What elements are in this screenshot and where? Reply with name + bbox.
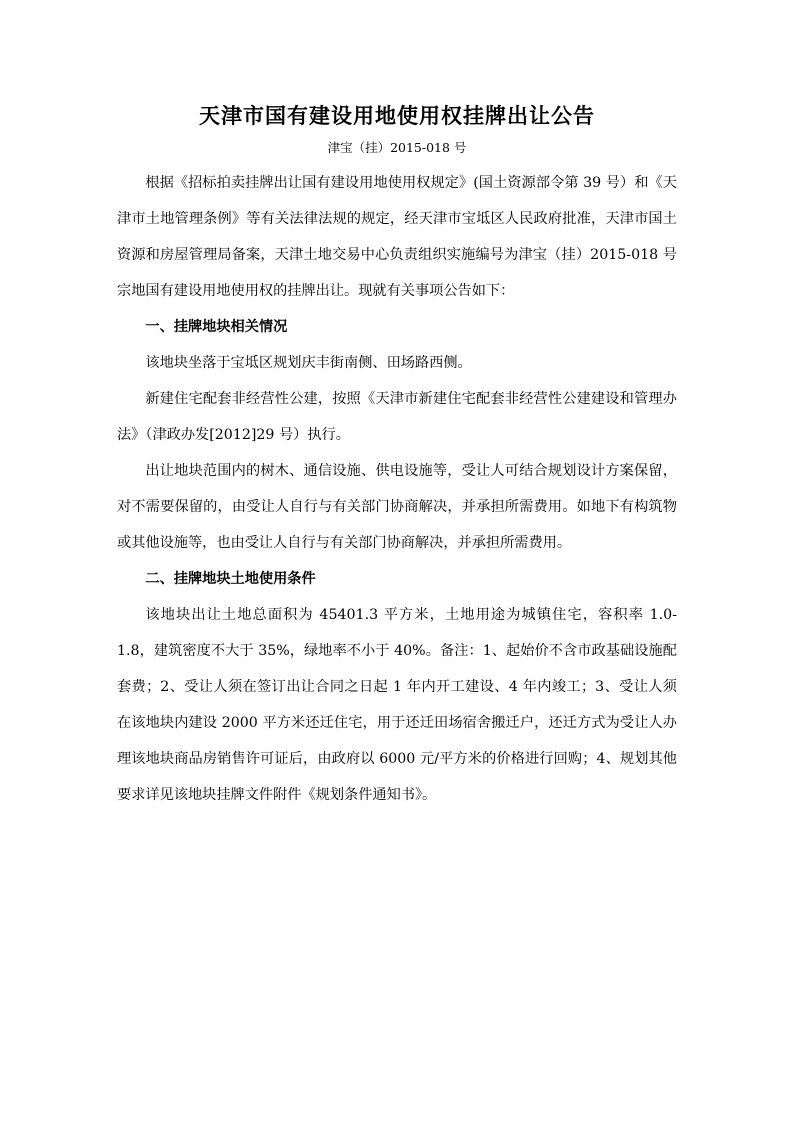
section-1-paragraph-public-facilities: 新建住宅配套非经营性公建，按照《天津市新建住宅配套非经营性公建建设和管理办法》（津政办发[2012]29 号）执行。 — [117, 391, 677, 443]
section-1-paragraph-existing-facilities: 出让地块范围内的树木、通信设施、供电设施等，受让人可结合规划设计方案保留，对不需要保留的，由受让人自行与有关部门协商解决，并承担所需费用。如地下有构筑物或其他设施等，也由受让人自行与有关部门协商解决，并承担所需费用。 — [117, 463, 677, 551]
intro-paragraph: 根据《招标拍卖挂牌出让国有建设用地使用权规定》(国土资源部令第 39 号）和《天津市土地管理条例》等有关法律法规的规定，经天津市宝坻区人民政府批准，天津市国土资源和房屋管理局备案，天津土地交易中心负责组织实施编号为津宝（挂）2015-018 号宗地国有建设用地使用权的挂牌出让。现就有关事项公告如下： — [117, 175, 677, 299]
document-title: 天津市国有建设用地使用权挂牌出让公告 — [199, 103, 595, 128]
section-2-paragraph-conditions: 该地块出让土地总面积为 45401.3 平方米，土地用途为城镇住宅，容积率 1.0-1.8，建筑密度不大于 35%，绿地率不小于 40%。备注：1、起始价不含市政基础设施配套费；2、受让人须在签订出让合同之日起 1 年内开工建设、4 年内竣工；3、受让人须在该地块内建设 2000 平方米还迁住宅，用于还迁田场宿舍搬迁户，还迁方式为受让人办理该地块商品房销售许可证后，由政府以 6000 元/平方米的价格进行回购；4、规划其他要求详见该地块挂牌文件附件《规划条件通知书》。 — [117, 607, 677, 803]
section-1-paragraph-location: 该地块坐落于宝坻区规划庆丰街南侧、田场路西侧。 — [145, 355, 472, 371]
section-1-heading: 一、挂牌地块相关情况 — [145, 319, 288, 335]
section-2-heading: 二、挂牌地块土地使用条件 — [145, 571, 316, 587]
document-body — [117, 165, 677, 813]
document-number: 津宝（挂）2015-018 号 — [327, 140, 467, 155]
